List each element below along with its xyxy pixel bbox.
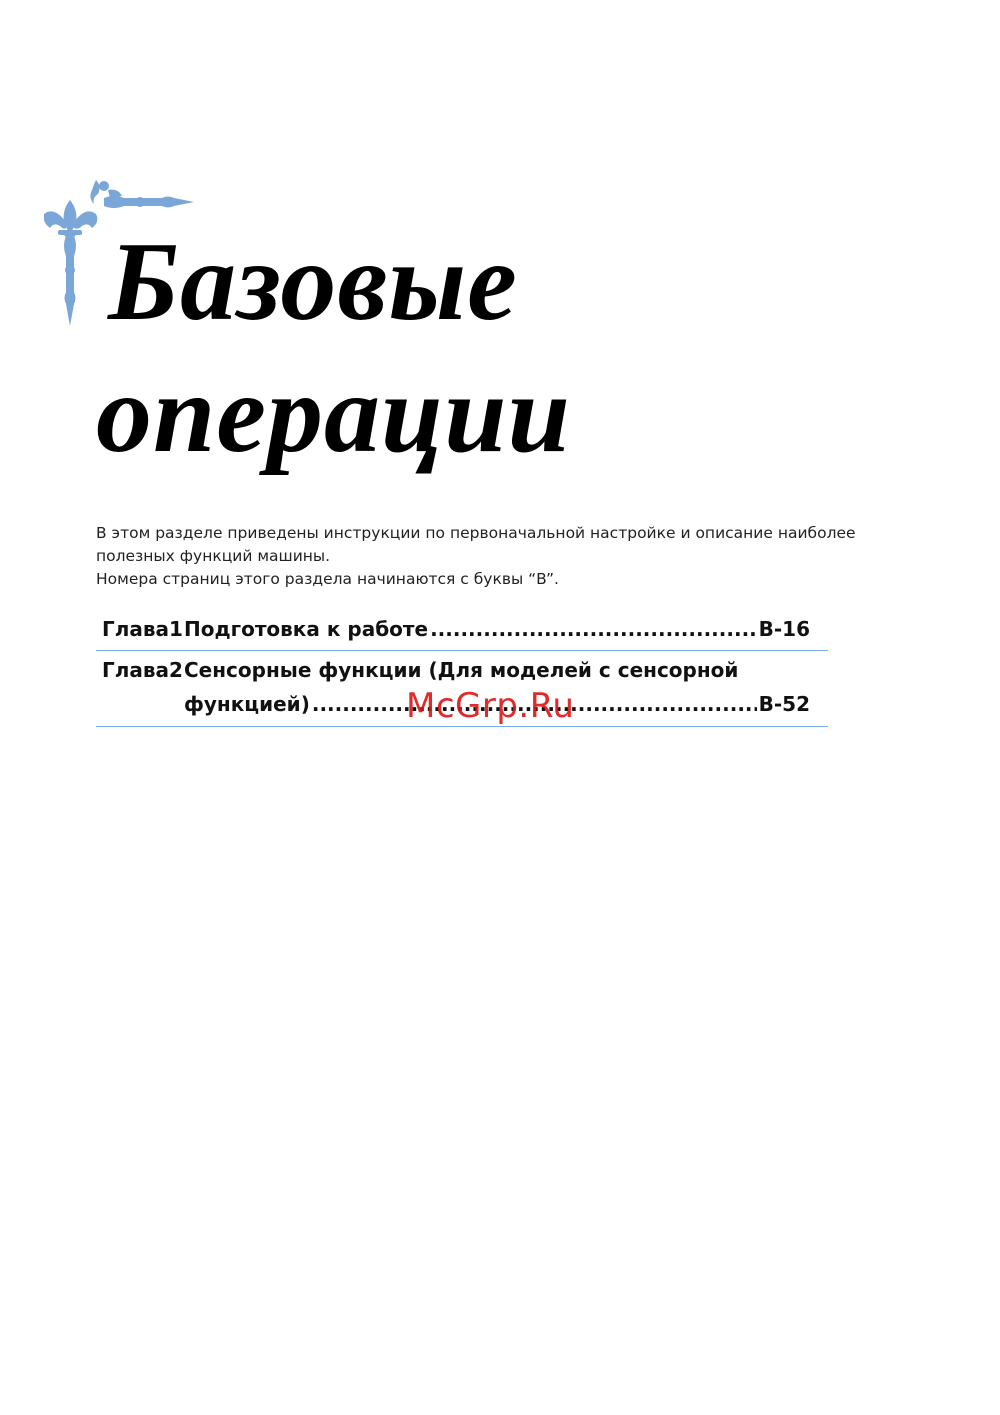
toc-entry-chapter-1[interactable] <box>96 612 828 651</box>
toc-entry-line <box>102 657 810 683</box>
section-title-line-1: Базовые <box>108 220 518 344</box>
toc-chapter-label: Глава2 <box>102 658 183 682</box>
toc-leader-dots <box>430 616 757 642</box>
toc-page-number: B-16 <box>758 617 810 641</box>
section-title <box>96 216 571 480</box>
toc-chapter-title-line-1: Сенсорные функции (Для моделей с сенсорной <box>184 658 739 682</box>
section-title-line-2: операции <box>96 352 571 476</box>
intro-text <box>96 522 896 591</box>
intro-line-2: полезных функций машины. <box>96 547 331 565</box>
toc-page-number: B-52 <box>758 692 810 716</box>
toc-chapter-title-line-2: функцией) <box>184 692 310 716</box>
toc-chapter-label: Глава1 <box>102 617 183 641</box>
intro-line-1: В этом разделе приведены инструкции по первоначальной настройке и описание наиболее <box>96 524 856 542</box>
watermark: McGrp.Ru <box>406 686 575 726</box>
toc-entry-line <box>102 616 810 642</box>
intro-line-3: Номера страниц этого раздела начинаются с буквы “B”. <box>96 570 559 588</box>
toc-chapter-title: Подготовка к работе <box>184 617 429 641</box>
